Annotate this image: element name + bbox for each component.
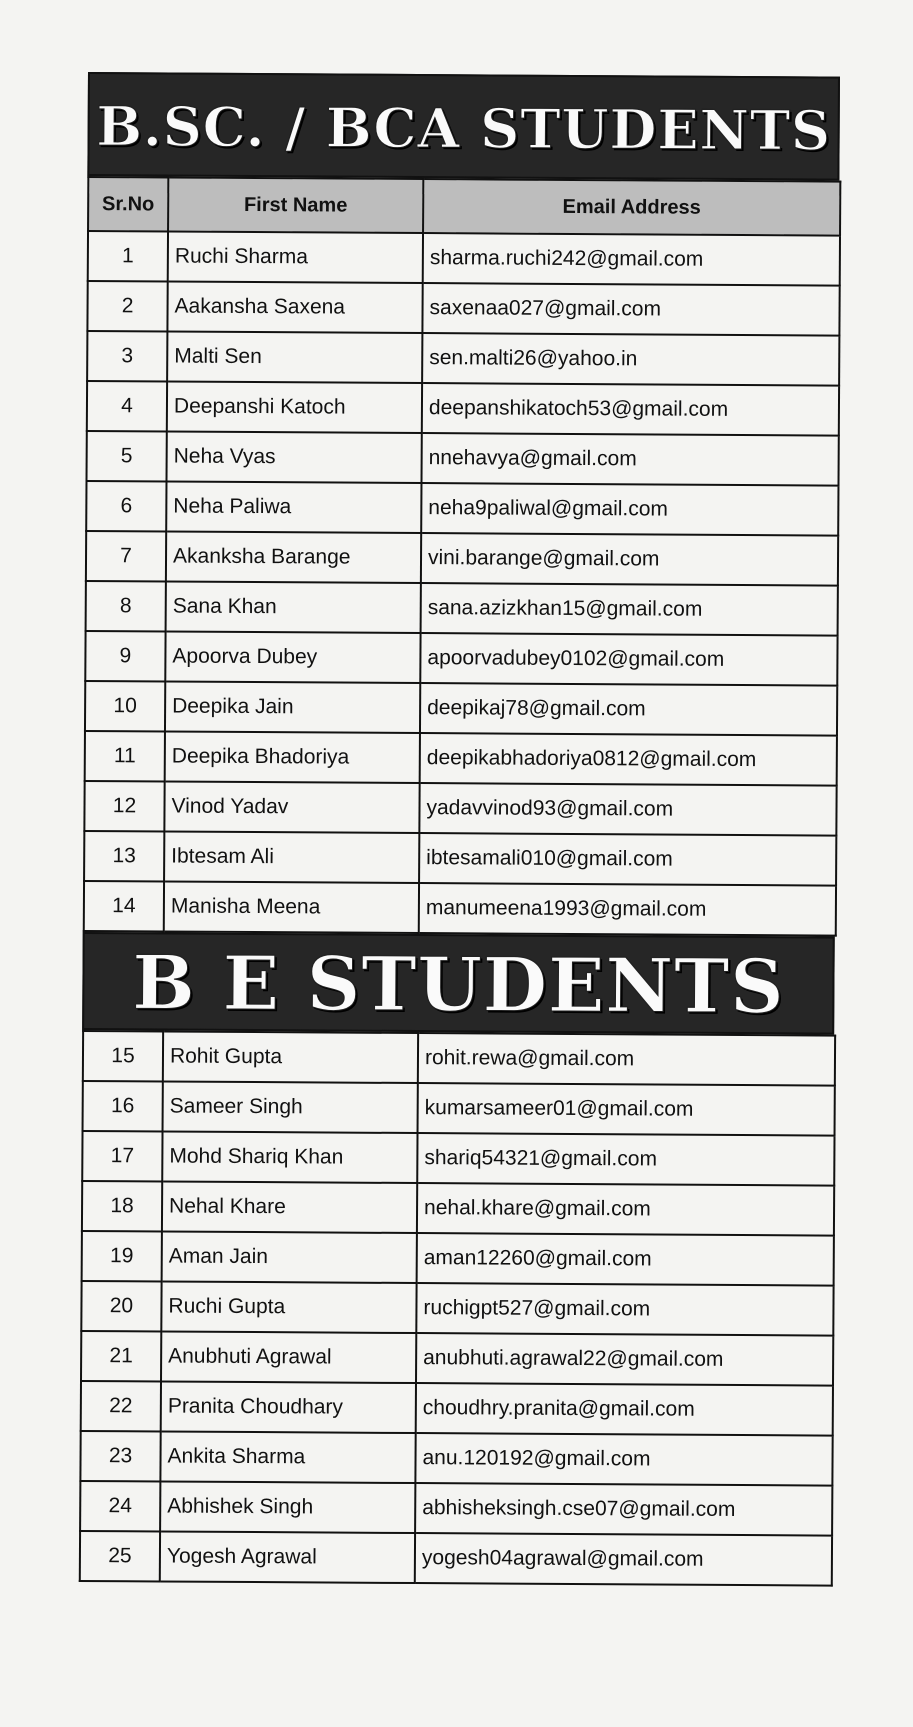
- table-row: [82, 1231, 834, 1286]
- sr-no-cell: 6: [86, 481, 166, 531]
- email-cell: anu.120192@gmail.com: [415, 1433, 832, 1486]
- sr-no-cell: 13: [84, 831, 164, 881]
- table-row: [87, 381, 839, 436]
- first-name-cell: Deepika Bhadoriya: [165, 731, 420, 783]
- table-row: [80, 1431, 832, 1486]
- table-row: [81, 1281, 833, 1336]
- table-row: [86, 581, 838, 636]
- sr-no-cell: 15: [83, 1031, 163, 1081]
- sr-no-cell: 22: [81, 1381, 161, 1431]
- table-row: [82, 1131, 834, 1186]
- section-title: B E STUDENTS: [132, 940, 785, 1031]
- sr-no-cell: 1: [88, 231, 168, 281]
- email-cell: sharma.ruchi242@gmail.com: [423, 233, 840, 286]
- table-row: [87, 431, 839, 486]
- table-row: [88, 231, 840, 286]
- sr-no-cell: 25: [80, 1531, 160, 1581]
- section-title: B.SC. / BCA STUDENTS: [96, 94, 832, 163]
- sr-no-cell: 16: [83, 1081, 163, 1131]
- first-name-cell: Sana Khan: [166, 581, 421, 633]
- email-cell: nnehavya@gmail.com: [421, 433, 838, 486]
- first-name-cell: Deepanshi Katoch: [167, 381, 422, 433]
- first-name-cell: Vinod Yadav: [164, 781, 419, 833]
- email-cell: deepanshikatoch53@gmail.com: [422, 383, 839, 436]
- first-name-cell: Abhishek Singh: [160, 1481, 415, 1533]
- sr-no-cell: 23: [80, 1431, 160, 1481]
- sr-no-cell: 18: [82, 1181, 162, 1231]
- email-cell: vini.barange@gmail.com: [421, 533, 838, 586]
- first-name-cell: Rohit Gupta: [163, 1031, 418, 1083]
- first-name-cell: Apoorva Dubey: [165, 631, 420, 683]
- sr-no-cell: 11: [85, 731, 165, 781]
- first-name-cell: Akanksha Barange: [166, 531, 421, 583]
- table-row: [83, 1031, 835, 1086]
- table-row: [81, 1381, 833, 1436]
- table-row: [86, 531, 838, 586]
- first-name-cell: Ruchi Sharma: [168, 231, 423, 283]
- email-cell: sana.azizkhan15@gmail.com: [421, 583, 838, 636]
- section-banner-be: [82, 932, 835, 1035]
- section-banner-bsc-bca: [87, 72, 840, 181]
- email-cell: saxenaa027@gmail.com: [422, 283, 839, 336]
- table-body: [84, 231, 840, 936]
- table-row: [87, 331, 839, 386]
- sr-no-cell: 3: [87, 331, 167, 381]
- table-row: [85, 681, 837, 736]
- sr-no-cell: 2: [87, 281, 167, 331]
- email-cell: ruchigpt527@gmail.com: [416, 1283, 833, 1336]
- table-row: [87, 281, 839, 336]
- email-cell: deepikabhadoriya0812@gmail.com: [420, 733, 837, 786]
- table-row: [82, 1181, 834, 1236]
- table-row: [80, 1481, 832, 1536]
- email-cell: choudhry.pranita@gmail.com: [416, 1383, 833, 1436]
- sr-no-cell: 8: [86, 581, 166, 631]
- first-name-cell: Neha Vyas: [167, 431, 422, 483]
- email-cell: abhisheksingh.cse07@gmail.com: [415, 1483, 832, 1536]
- first-name-cell: Malti Sen: [167, 331, 422, 383]
- first-name-cell: Yogesh Agrawal: [160, 1531, 415, 1583]
- table-row: [84, 831, 836, 886]
- first-name-cell: Sameer Singh: [163, 1081, 418, 1133]
- email-cell: apoorvadubey0102@gmail.com: [420, 633, 837, 686]
- sr-no-cell: 7: [86, 531, 166, 581]
- table-row: [85, 631, 837, 686]
- first-name-cell: Manisha Meena: [164, 881, 419, 933]
- table-row: [85, 731, 837, 786]
- table-row: [81, 1331, 833, 1386]
- email-cell: sen.malti26@yahoo.in: [422, 333, 839, 386]
- sr-no-cell: 21: [81, 1331, 161, 1381]
- email-cell: neha9paliwal@gmail.com: [421, 483, 838, 536]
- table-row: [83, 1081, 835, 1136]
- email-cell: rohit.rewa@gmail.com: [418, 1033, 835, 1086]
- table-header-row: [88, 177, 840, 236]
- first-name-cell: Nehal Khare: [162, 1181, 417, 1233]
- column-header-email: Email Address: [423, 179, 840, 236]
- email-cell: kumarsameer01@gmail.com: [418, 1083, 835, 1136]
- first-name-cell: Ibtesam Ali: [164, 831, 419, 883]
- sr-no-cell: 9: [85, 631, 165, 681]
- email-cell: aman12260@gmail.com: [417, 1233, 834, 1286]
- table-row: [84, 881, 836, 936]
- first-name-cell: Ankita Sharma: [160, 1431, 415, 1483]
- first-name-cell: Deepika Jain: [165, 681, 420, 733]
- table-body: [80, 1031, 835, 1586]
- email-cell: ibtesamali010@gmail.com: [419, 833, 836, 886]
- first-name-cell: Ruchi Gupta: [161, 1281, 416, 1333]
- sr-no-cell: 19: [82, 1231, 162, 1281]
- students-table-bsc-bca: [83, 176, 842, 937]
- first-name-cell: Anubhuti Agrawal: [161, 1331, 416, 1383]
- first-name-cell: Neha Paliwa: [166, 481, 421, 533]
- email-cell: anubhuti.agrawal22@gmail.com: [416, 1333, 833, 1386]
- email-cell: deepikaj78@gmail.com: [420, 683, 837, 736]
- first-name-cell: Aakansha Saxena: [167, 281, 422, 333]
- table-row: [84, 781, 836, 836]
- sr-no-cell: 10: [85, 681, 165, 731]
- first-name-cell: Mohd Shariq Khan: [162, 1131, 417, 1183]
- email-cell: nehal.khare@gmail.com: [417, 1183, 834, 1236]
- student-list-sheet: [79, 72, 840, 1587]
- sr-no-cell: 14: [84, 881, 164, 931]
- first-name-cell: Pranita Choudhary: [161, 1381, 416, 1433]
- column-header-first-name: First Name: [168, 177, 423, 233]
- email-cell: yadavvinod93@gmail.com: [419, 783, 836, 836]
- first-name-cell: Aman Jain: [162, 1231, 417, 1283]
- sr-no-cell: 12: [84, 781, 164, 831]
- table-row: [86, 481, 838, 536]
- sr-no-cell: 4: [87, 381, 167, 431]
- sr-no-cell: 20: [81, 1281, 161, 1331]
- email-cell: yogesh04agrawal@gmail.com: [415, 1533, 832, 1586]
- sr-no-cell: 5: [87, 431, 167, 481]
- email-cell: shariq54321@gmail.com: [417, 1133, 834, 1186]
- students-table-be: [79, 1030, 836, 1587]
- table-row: [80, 1531, 832, 1586]
- email-cell: manumeena1993@gmail.com: [419, 883, 836, 936]
- column-header-sr-no: Sr.No: [88, 177, 168, 231]
- sr-no-cell: 24: [80, 1481, 160, 1531]
- sr-no-cell: 17: [82, 1131, 162, 1181]
